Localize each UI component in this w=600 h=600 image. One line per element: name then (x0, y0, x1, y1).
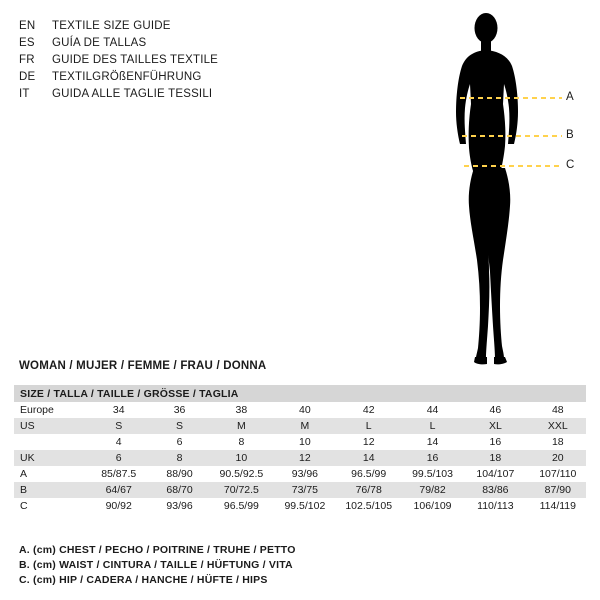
guide-label-b: B (566, 129, 574, 141)
section-title: WOMAN / MUJER / FEMME / FRAU / DONNA (19, 360, 267, 372)
cell-usnum-0: 4 (85, 434, 147, 450)
row-label-a: A (14, 466, 85, 482)
language-text-es: GUÍA DE TALLAS (52, 37, 147, 49)
cell-b-2: 70/72.5 (206, 482, 270, 498)
language-text-en: TEXTILE SIZE GUIDE (52, 20, 171, 32)
cell-uk-5: 16 (398, 450, 461, 466)
language-code-de: DE (19, 71, 36, 83)
cell-usnum-6: 16 (461, 434, 524, 450)
legend-line-a: A. (cm) CHEST / PECHO / POITRINE / TRUHE / PETTO (19, 544, 296, 556)
cell-b-6: 83/86 (461, 482, 524, 498)
cell-uk-1: 8 (147, 450, 207, 466)
cell-europe-3: 40 (270, 402, 333, 418)
cell-europe-7: 48 (524, 402, 586, 418)
cell-b-7: 87/90 (524, 482, 586, 498)
cell-uk-4: 14 (333, 450, 398, 466)
cell-a-0: 85/87.5 (85, 466, 147, 482)
cell-uk-2: 10 (206, 450, 270, 466)
cell-c-5: 106/109 (398, 498, 461, 514)
language-text-it: GUIDA ALLE TAGLIE TESSILI (52, 88, 213, 100)
language-code-en: EN (19, 20, 36, 32)
cell-a-7: 107/110 (524, 466, 586, 482)
cell-a-6: 104/107 (461, 466, 524, 482)
cell-usnum-1: 6 (147, 434, 207, 450)
language-row-es (19, 35, 349, 52)
measurement-legend (19, 543, 499, 588)
legend-line-b: B. (cm) WAIST / CINTURA / TAILLE / HÜFTUNG / VITA (19, 559, 293, 571)
language-code-it: IT (19, 88, 30, 100)
cell-uk-3: 12 (270, 450, 333, 466)
cell-b-1: 68/70 (147, 482, 207, 498)
row-label-uk: UK (14, 450, 85, 466)
cell-us-7: XXL (524, 418, 586, 434)
language-header (19, 18, 349, 103)
language-text-fr: GUIDE DES TAILLES TEXTILE (52, 54, 219, 66)
table-row (14, 466, 586, 482)
cell-usnum-5: 14 (398, 434, 461, 450)
cell-usnum-2: 8 (206, 434, 270, 450)
cell-c-6: 110/113 (461, 498, 524, 514)
cell-a-1: 88/90 (147, 466, 207, 482)
table-header-row (14, 385, 586, 402)
cell-europe-1: 36 (147, 402, 207, 418)
cell-us-2: M (206, 418, 270, 434)
cell-us-1: S (147, 418, 207, 434)
cell-us-6: XL (461, 418, 524, 434)
row-label-us-numeric (14, 434, 85, 450)
guide-label-a: A (566, 91, 574, 103)
cell-usnum-4: 12 (333, 434, 398, 450)
cell-uk-0: 6 (85, 450, 147, 466)
row-label-c: C (14, 498, 85, 514)
table-row (14, 482, 586, 498)
female-silhouette-figure (430, 8, 590, 368)
cell-a-2: 90.5/92.5 (206, 466, 270, 482)
table-header-label: SIZE / TALLA / TAILLE / GRÖSSE / TAGLIA (14, 385, 586, 402)
cell-uk-6: 18 (461, 450, 524, 466)
cell-b-5: 79/82 (398, 482, 461, 498)
cell-europe-5: 44 (398, 402, 461, 418)
cell-c-3: 99.5/102 (270, 498, 333, 514)
cell-europe-6: 46 (461, 402, 524, 418)
legend-line-c: C. (cm) HIP / CADERA / HANCHE / HÜFTE / HIPS (19, 574, 268, 586)
cell-b-0: 64/67 (85, 482, 147, 498)
cell-europe-2: 38 (206, 402, 270, 418)
cell-europe-4: 42 (333, 402, 398, 418)
size-table (14, 385, 586, 514)
cell-usnum-7: 18 (524, 434, 586, 450)
row-label-us: US (14, 418, 85, 434)
language-row-fr (19, 52, 349, 69)
cell-c-7: 114/119 (524, 498, 586, 514)
table-row (14, 418, 586, 434)
table-row (14, 434, 586, 450)
cell-b-3: 73/75 (270, 482, 333, 498)
table-row (14, 450, 586, 466)
cell-a-5: 99.5/103 (398, 466, 461, 482)
cell-uk-7: 20 (524, 450, 586, 466)
cell-a-4: 96.5/99 (333, 466, 398, 482)
cell-us-5: L (398, 418, 461, 434)
row-label-b: B (14, 482, 85, 498)
cell-c-0: 90/92 (85, 498, 147, 514)
table-row (14, 498, 586, 514)
cell-europe-0: 34 (85, 402, 147, 418)
cell-c-4: 102.5/105 (333, 498, 398, 514)
language-code-fr: FR (19, 54, 35, 66)
cell-us-3: M (270, 418, 333, 434)
cell-b-4: 76/78 (333, 482, 398, 498)
table-row (14, 402, 586, 418)
language-code-es: ES (19, 37, 35, 49)
cell-a-3: 93/96 (270, 466, 333, 482)
cell-usnum-3: 10 (270, 434, 333, 450)
cell-us-0: S (85, 418, 147, 434)
language-row-en (19, 18, 349, 35)
cell-c-2: 96.5/99 (206, 498, 270, 514)
cell-c-1: 93/96 (147, 498, 207, 514)
silhouette-body (456, 13, 518, 364)
language-row-it (19, 86, 349, 103)
language-text-de: TEXTILGRÖßENFÜHRUNG (52, 71, 202, 83)
guide-label-c: C (566, 159, 575, 171)
row-label-europe: Europe (14, 402, 85, 418)
cell-us-4: L (333, 418, 398, 434)
language-row-de (19, 69, 349, 86)
